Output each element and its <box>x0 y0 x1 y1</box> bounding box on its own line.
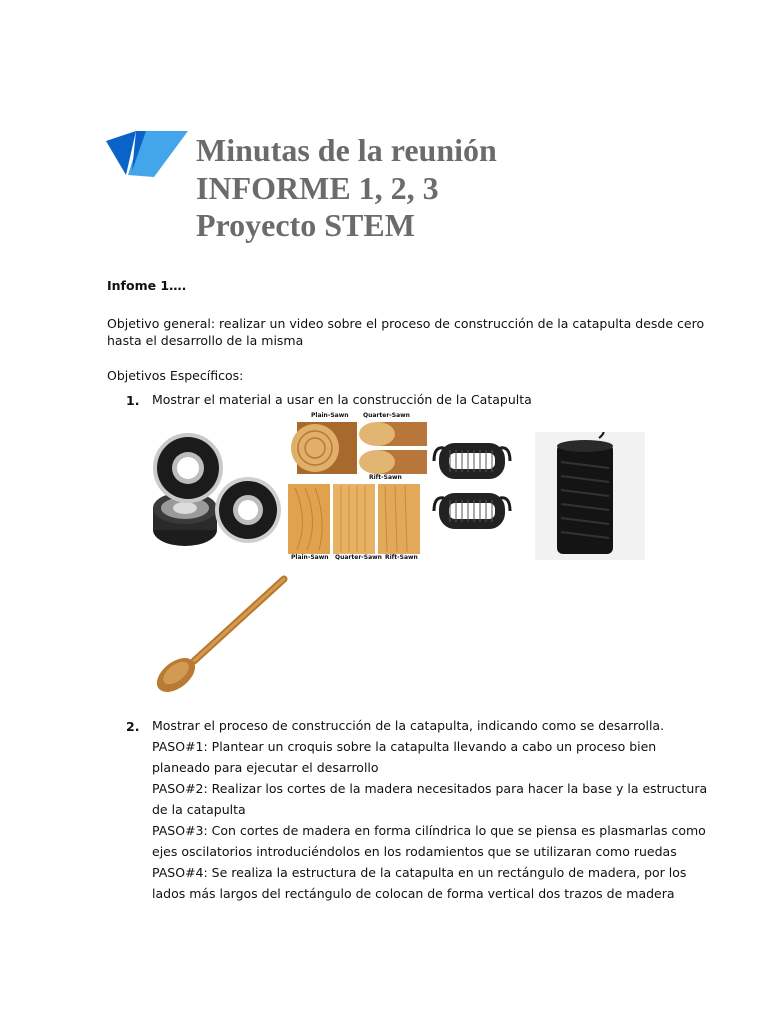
list-number-2: 2. <box>126 719 140 734</box>
label-plain-sawn-top: Plain-Sawn <box>311 412 349 419</box>
list-item-2-line-7: ejes oscilatorios introduciéndolos en los rodamientos que se utilizaran como ruedas <box>152 844 677 859</box>
label-quarter-sawn-top: Quarter-Sawn <box>363 412 410 419</box>
title-line-3: Proyecto STEM <box>196 207 415 243</box>
bearing-icon <box>150 430 285 552</box>
list-item-2-line-4: PASO#2: Realizar los cortes de la madera necesitados para hacer la base y la estructura <box>152 781 708 796</box>
spring-icon <box>430 440 515 535</box>
label-plain-sawn-bottom: Plain-Sawn <box>291 554 329 561</box>
list-item-2-line-1: Mostrar el proceso de construcción de la catapulta, indicando como se desarrolla. <box>152 718 665 733</box>
list-item-2-line-6: PASO#3: Con cortes de madera en forma cilíndrica lo que se piensa es plasmarlas como <box>152 823 706 838</box>
list-item-1-text: Mostrar el material a usar en la construcción de la Catapulta <box>152 392 532 407</box>
title-line-1: Minutas de la reunión <box>196 132 497 168</box>
objective-general-line-2: hasta el desarrollo de la misma <box>107 333 304 348</box>
specific-objectives-heading: Objetivos Específicos: <box>107 368 244 383</box>
list-item-2-line-2: PASO#1: Plantear un croquis sobre la catapulta llevando a cabo un proceso bien <box>152 739 657 754</box>
page-title <box>196 132 497 245</box>
title-line-2: INFORME 1, 2, 3 <box>196 169 439 206</box>
list-item-2-line-9: lados más largos del rectángulo de colocan de forma vertical dos trazos de madera <box>152 886 675 901</box>
list-number-1: 1. <box>126 393 140 408</box>
label-rift-sawn-top: Rift-Sawn <box>369 474 402 481</box>
list-item-2-line-8: PASO#4: Se realiza la estructura de la catapulta en un rectángulo de madera, por los <box>152 865 687 880</box>
wooden-spoon-icon <box>150 565 290 695</box>
infome-heading: Infome 1…. <box>107 278 187 293</box>
label-quarter-sawn-bottom: Quarter-Sawn <box>335 554 382 561</box>
label-rift-sawn-bottom: Rift-Sawn <box>385 554 418 561</box>
wood-cuts-image <box>285 410 430 562</box>
list-item-2-line-5: de la catapulta <box>152 802 246 817</box>
logo-icon <box>106 131 188 177</box>
thread-spool-icon <box>535 432 645 560</box>
list-item-2-line-3: planeado para ejecutar el desarrollo <box>152 760 379 775</box>
objective-general-line-1: Objetivo general: realizar un video sobre el proceso de construcción de la catapulta desde cero <box>107 316 705 331</box>
